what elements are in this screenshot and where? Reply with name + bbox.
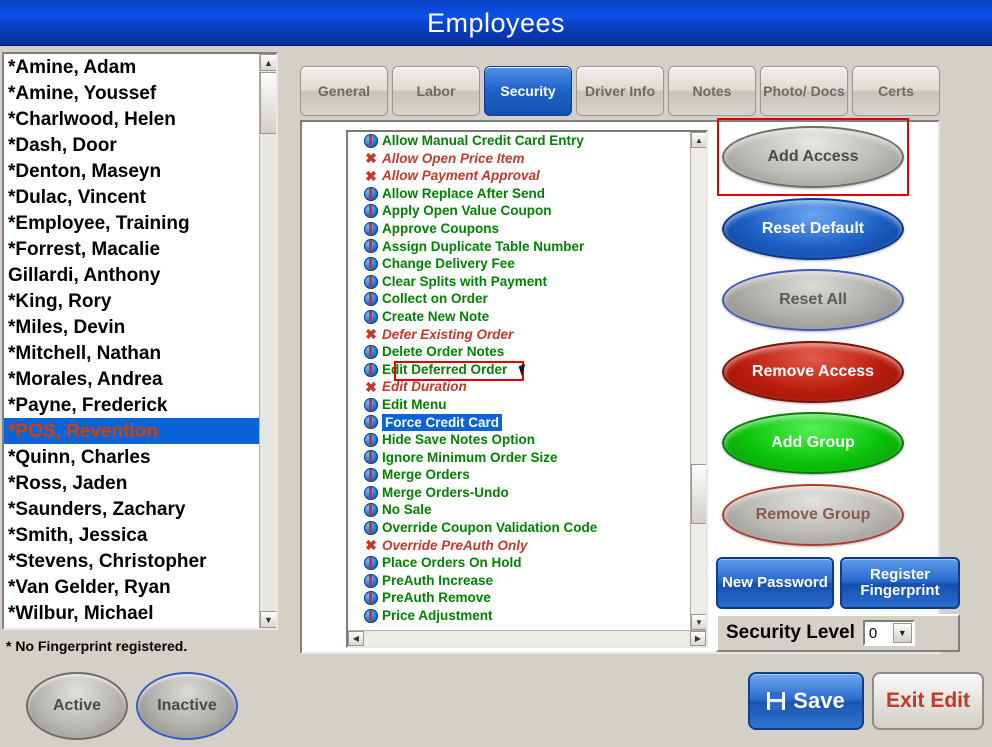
list-item[interactable]: *Saunders, Zachary [8, 499, 186, 520]
tab-bar [300, 66, 940, 118]
list-item[interactable]: Gillardi, Anthony [8, 265, 161, 286]
permission-label: Merge Orders-Undo [382, 484, 509, 500]
allow-badge-icon [364, 275, 378, 289]
allow-badge-icon [364, 521, 378, 535]
window-titlebar [0, 0, 992, 46]
fingerprint-footnote: * No Fingerprint registered. [6, 638, 188, 654]
permission-label: Hide Save Notes Option [382, 432, 536, 448]
scroll-right-icon[interactable]: ▶ [690, 631, 706, 646]
save-button[interactable] [748, 672, 864, 730]
permissions-list[interactable] [348, 132, 690, 630]
list-item[interactable]: *Mitchell, Nathan [8, 343, 162, 364]
permission-row[interactable] [362, 378, 690, 396]
deny-x-icon: ✖ [365, 537, 377, 554]
allow-badge-icon [364, 187, 378, 201]
permission-row[interactable] [362, 308, 690, 326]
permissions-listbox[interactable] [346, 130, 708, 648]
list-item[interactable] [4, 626, 259, 628]
permission-label: Defer Existing Order [382, 326, 514, 342]
permission-row[interactable] [362, 132, 690, 150]
scroll-left-icon[interactable]: ◀ [348, 631, 364, 646]
deny-x-icon: ✖ [365, 150, 377, 167]
allow-badge-icon [364, 292, 378, 306]
permission-label: PreAuth Increase [382, 572, 494, 588]
permission-row[interactable] [362, 150, 690, 168]
permissions-horizontal-scrollbar[interactable] [348, 630, 706, 646]
permission-label: Ignore Minimum Order Size [382, 449, 558, 465]
allow-badge-icon [364, 204, 378, 218]
scroll-down-icon[interactable]: ▼ [691, 614, 707, 630]
scroll-down-icon[interactable]: ▼ [260, 611, 277, 628]
tab-certs[interactable]: Certs [852, 66, 940, 116]
deny-x-icon: ✖ [365, 167, 377, 184]
permission-label: Assign Duplicate Table Number [382, 238, 585, 254]
permission-row[interactable] [362, 185, 690, 203]
allow-badge-icon [364, 468, 378, 482]
employee-list-scrollbar[interactable] [259, 54, 276, 628]
allow-badge-icon [364, 591, 378, 605]
add-group-button[interactable]: Add Group [722, 412, 904, 474]
security-level-dropdown[interactable] [863, 620, 915, 646]
inactive-filter-button[interactable]: Inactive [136, 672, 238, 740]
allow-badge-icon [364, 134, 378, 148]
permission-row[interactable] [362, 431, 690, 449]
tab-security[interactable]: Security [484, 66, 572, 116]
add-access-button[interactable]: Add Access [722, 126, 904, 188]
allow-badge-icon [364, 503, 378, 517]
permission-row[interactable] [362, 537, 690, 555]
register-fingerprint-button[interactable]: Register Fingerprint [840, 557, 960, 609]
list-item[interactable]: *Stevens, Christopher [8, 551, 207, 572]
permission-label: No Sale [382, 502, 432, 518]
employee-list-panel [2, 52, 278, 630]
list-item[interactable]: *Van Gelder, Ryan [8, 577, 171, 598]
chevron-down-icon[interactable]: ▼ [893, 623, 912, 643]
permission-row[interactable] [362, 238, 690, 256]
permission-row[interactable] [362, 343, 690, 361]
permission-row[interactable] [362, 519, 690, 537]
security-level-value: 0 [868, 624, 878, 642]
permission-label: PreAuth Remove [382, 590, 491, 606]
permission-row[interactable] [362, 501, 690, 519]
permission-row[interactable] [362, 466, 690, 484]
permission-label: Clear Splits with Payment [382, 273, 548, 289]
permission-label: Delete Order Notes [382, 344, 505, 360]
tab-driver-info[interactable]: Driver Info [576, 66, 664, 116]
security-level-group [716, 614, 960, 652]
permission-label: Override PreAuth Only [382, 537, 528, 553]
save-button-label: Save [793, 688, 845, 713]
deny-x-icon: ✖ [365, 326, 377, 343]
allow-badge-icon [364, 556, 378, 570]
scroll-up-icon[interactable]: ▲ [260, 54, 277, 71]
reset-all-button[interactable]: Reset All [722, 269, 904, 331]
permission-row[interactable] [362, 572, 690, 590]
permission-label: Allow Open Price Item [382, 150, 525, 166]
list-item[interactable]: *Forrest, Macalie [8, 239, 161, 260]
permission-row[interactable] [362, 607, 690, 625]
tab-labor[interactable]: Labor [392, 66, 480, 116]
allow-badge-icon [364, 609, 378, 623]
allow-badge-icon [364, 398, 378, 412]
permission-row[interactable] [362, 326, 690, 344]
list-item[interactable]: *Dulac, Vincent [8, 187, 146, 208]
permission-row[interactable] [362, 290, 690, 308]
list-item[interactable]: *Miles, Devin [8, 317, 126, 338]
permission-label: Create New Note [382, 308, 490, 324]
allow-badge-icon [364, 310, 378, 324]
permission-label: Merge Orders [382, 467, 470, 483]
list-item[interactable]: *Amine, Adam [8, 57, 137, 78]
list-item[interactable]: *Dash, Door [8, 135, 117, 156]
tab-general[interactable]: General [300, 66, 388, 116]
permission-label: Apply Open Value Coupon [382, 203, 552, 219]
permission-row[interactable] [362, 167, 690, 185]
scroll-up-icon[interactable]: ▲ [691, 132, 707, 148]
reset-default-button[interactable]: Reset Default [722, 198, 904, 260]
permission-label: Allow Payment Approval [382, 168, 540, 184]
permissions-vertical-scrollbar[interactable] [690, 132, 706, 630]
scrollbar-thumb[interactable] [260, 72, 277, 134]
permission-label: Edit Duration [382, 379, 467, 395]
list-item[interactable]: *Amine, Youssef [8, 83, 157, 104]
allow-badge-icon [364, 239, 378, 253]
permission-label: Allow Replace After Send [382, 185, 546, 201]
allow-badge-icon [364, 574, 378, 588]
remove-group-button[interactable]: Remove Group [722, 484, 904, 546]
tab-notes[interactable]: Notes [668, 66, 756, 116]
permission-label: Price Adjustment [382, 608, 493, 624]
deny-x-icon: ✖ [365, 379, 377, 396]
permission-label: Approve Coupons [382, 220, 499, 236]
list-item[interactable]: *Payne, Frederick [8, 395, 168, 416]
permission-row[interactable] [362, 202, 690, 220]
allow-badge-icon [364, 363, 378, 377]
allow-badge-icon [364, 415, 378, 429]
allow-badge-icon [364, 433, 378, 447]
permission-row[interactable] [362, 273, 690, 291]
permission-row[interactable] [362, 589, 690, 607]
permission-row[interactable] [362, 396, 690, 414]
permission-row[interactable] [362, 220, 690, 238]
permission-row[interactable] [362, 484, 690, 502]
allow-badge-icon [364, 450, 378, 464]
permission-row[interactable] [362, 449, 690, 467]
employee-detail-panel [292, 52, 986, 672]
permission-label: Edit Menu [382, 396, 447, 412]
allow-badge-icon [364, 257, 378, 271]
allow-badge-icon [364, 222, 378, 236]
scrollbar-thumb[interactable] [691, 464, 707, 524]
permission-row[interactable] [362, 255, 690, 273]
active-filter-button[interactable]: Active [26, 672, 128, 740]
floppy-disk-icon [767, 692, 785, 710]
list-item[interactable]: *Denton, Maseyn [8, 161, 162, 182]
new-password-button[interactable]: New Password [716, 557, 834, 609]
remove-access-button[interactable]: Remove Access [722, 341, 904, 403]
permission-label: Edit Deferred Order [382, 361, 508, 377]
list-item[interactable]: *Charlwood, Helen [8, 109, 176, 130]
list-item[interactable]: *Morales, Andrea [8, 369, 163, 390]
permission-label: Allow Manual Credit Card Entry [382, 133, 584, 148]
list-item[interactable]: *Quinn, Charles [8, 447, 151, 468]
permission-label: Collect on Order [382, 291, 488, 307]
permission-label: Force Credit Card [382, 414, 502, 432]
tab-photo-docs[interactable]: Photo/ Docs [760, 66, 848, 116]
list-item[interactable]: *Smith, Jessica [8, 525, 148, 546]
permission-row[interactable] [362, 554, 690, 572]
allow-badge-icon [364, 486, 378, 500]
permission-row[interactable] [362, 414, 690, 432]
list-item[interactable]: *POS, Revention [4, 418, 259, 444]
employee-list[interactable] [4, 54, 259, 628]
list-item[interactable]: *Ross, Jaden [8, 473, 128, 494]
exit-edit-button[interactable]: Exit Edit [872, 672, 984, 730]
page-title: Employees [426, 8, 566, 38]
list-item[interactable]: *King, Rory [8, 291, 112, 312]
security-level-label: Security Level [726, 622, 855, 643]
allow-badge-icon [364, 345, 378, 359]
permission-label: Override Coupon Validation Code [382, 520, 598, 536]
permission-label: Place Orders On Hold [382, 555, 522, 571]
permission-label: Change Delivery Fee [382, 256, 515, 272]
list-item[interactable]: *Employee, Training [8, 213, 190, 234]
list-item[interactable]: *Wilbur, Michael [8, 603, 154, 624]
